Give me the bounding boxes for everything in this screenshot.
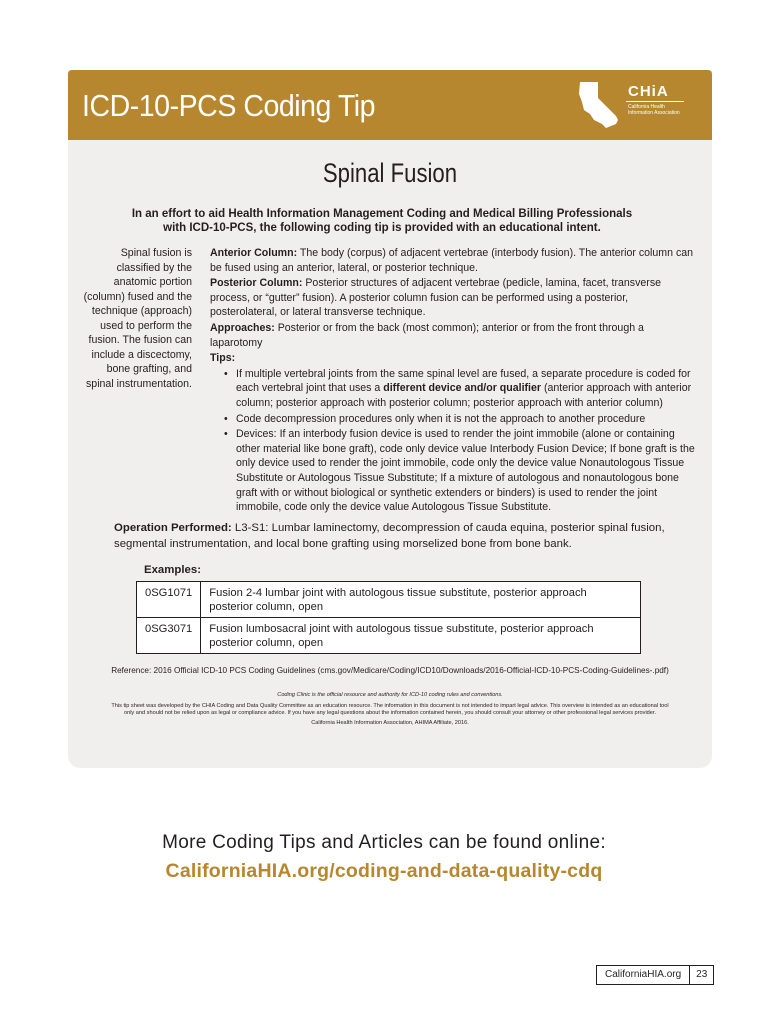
anterior-column-paragraph [210,246,698,275]
page-footer [596,965,714,985]
tip-item: • Code decompression procedures only when it is not the approach to another procedure [224,412,646,425]
examples-label: Examples: [144,564,201,576]
tips-list [224,367,698,515]
page-number: 23 [696,969,708,980]
chia-logo[interactable] [576,80,686,132]
bullet-icon: • [224,412,228,425]
main-content [210,246,698,516]
bullet-icon: • [224,367,228,380]
approaches-text: Posterior or from the back (most common); anterior or from the front through a laparotomy [210,321,644,349]
promo-text: More Coding Tips and Articles can be found online: [162,832,606,853]
reference-citation: Reference: 2016 Official ICD-10 PCS Coding Guidelines (cms.gov/Medicare/Coding/ICD10/Downloads/2016-Official-ICD-10-PCS-Coding-Guidelines-.pdf) [111,666,669,675]
footnotes [108,692,672,727]
logo-divider [626,101,684,102]
procedure-description: Fusion lumbosacral joint with autologous tissue substitute, posterior approach posterior column, open [201,618,641,654]
footnote-coding-clinic: Coding Clinic is the official resource and authority for ICD-10 coding rules and conventions. [277,692,503,698]
intro-line-1: In an effort to aid Health Information Management Coding and Medical Billing Professionals [131,208,633,220]
bullet-icon: • [224,428,228,441]
posterior-column-label: Posterior Column: [210,277,303,290]
procedure-code: 0SG3071 [137,618,201,654]
intro-line-2: with ICD-10-PCS, the following coding tip is provided with an educational intent. [163,222,601,234]
intro-text [108,207,656,235]
banner-title: ICD-10-PCS Coding Tip [82,88,376,123]
footnote-disclaimer: This tip sheet was developed by the CHIA Coding and Data Quality Committee as an education resource. The information in this document is not intended to impart legal advice. This overview is intended as an educational tool only and should not be relied upon as legal or compliance advice. If you have any legal questions about the information contained herein, you should consult your attorney or other professional legal services provider. [111,702,669,717]
header-banner [68,70,712,140]
posterior-column-paragraph [210,276,698,320]
procedure-code: 0SG1071 [137,582,201,618]
anterior-column-text: The body (corpus) of adjacent vertebrae (interbody fusion). The anterior column can be fused using an anterior, lateral, or posterior technique. [210,247,694,274]
tip-emphasis: different device and/or qualifier [383,382,541,395]
table-row [137,618,641,654]
tip-item: • If multiple vertebral joints from the same spinal level are fused, a separate procedure is coded for each vertebral joint that uses a different device and/or qualifier (anterior approach with anterior column; posterior approach with posterior column; posterior approach with anterior column) [224,367,692,409]
procedure-description: Fusion 2-4 lumbar joint with autologous tissue substitute, posterior approach posterior column, open [201,582,641,618]
table-row [137,582,641,618]
california-map-icon [576,80,624,132]
sidebar-summary: Spinal fusion is classified by the anatomic portion (column) fused and the technique (approach) used to perform the fusion. The fusion can include a discectomy, bone grafting, and spinal instrumentation. [83,247,192,390]
operation-performed [114,521,674,552]
approaches-label: Approaches: [210,321,275,334]
posterior-column-text: Posterior structures of adjacent vertebrae (pedicle, lamina, facet, transverse process, or “gutter” fusion). A posterior column fusion can be performed using a posterior, posterolateral, or lateral transverse technique. [210,277,662,319]
tips-heading: Tips: [210,352,236,365]
operation-label: Operation Performed: [114,522,232,534]
coding-tip-card [68,70,712,768]
anterior-column-label: Anterior Column: [210,247,298,259]
approaches-paragraph [210,321,698,350]
footnote-copyright: California Health Information Association, AHIMA Affiliate, 2016. [311,719,469,726]
logo-name: CHiA [628,83,669,100]
document-title: Spinal Fusion [322,158,458,188]
footer-site-link[interactable]: CaliforniaHIA.org [597,966,690,984]
promo-link[interactable]: CaliforniaHIA.org/coding-and-data-quality-cdq [165,860,603,882]
examples-table [136,581,641,654]
tip-item: • Devices: If an interbody fusion device is used to render the joint immobile (alone or containing other material like bone graft), code only device value Interbody Fusion Device; If bone graft is the only device used to render the joint immobile, code only the device value Nonautologous Tissue Substitute or Autologous Tissue Substitute; If a mixture of autologous and nonautologous bone graft with or without biological or synthetic extenders or binders) is used to render the joint immobile, code only the device value Autologous Tissue Substitute. [224,428,695,514]
logo-subtitle: California Health Information Association [628,104,680,116]
operation-text: L3-S1: Lumbar laminectomy, decompression of cauda equina, posterior spinal fusion, segmental instrumentation, and local bone grafting using morselized bone from bone bank. [114,522,665,550]
